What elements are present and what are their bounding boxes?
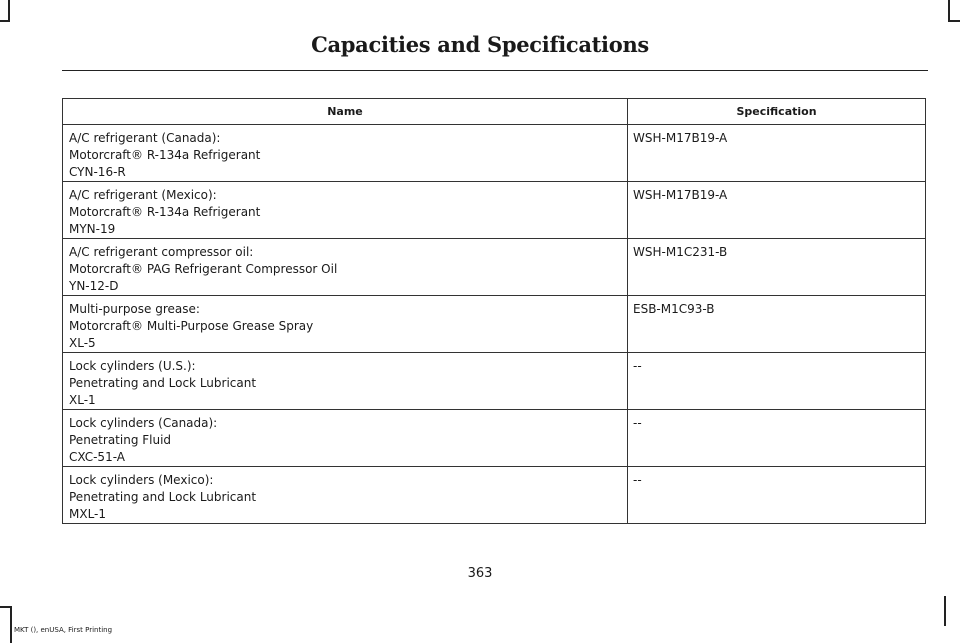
- name-cell: [63, 296, 628, 353]
- page-number: 363: [467, 566, 493, 581]
- table-row: [63, 296, 926, 353]
- crop-mark-bottom-left: [10, 606, 12, 643]
- table-row: [63, 467, 926, 524]
- crop-mark-top-left: [8, 0, 10, 22]
- title-divider: [62, 70, 928, 71]
- name-line: Multi-purpose grease:: [69, 302, 200, 316]
- name-cell: [63, 125, 628, 182]
- name-line: Motorcraft® R-134a Refrigerant: [69, 205, 261, 219]
- name-cell: [63, 410, 628, 467]
- crop-mark-bottom-left: [0, 606, 12, 608]
- specification-cell: WSH-M1C231-B: [628, 239, 926, 296]
- name-line: A/C refrigerant (Canada):: [69, 131, 221, 145]
- name-line: Penetrating Fluid: [69, 433, 172, 447]
- name-line: CYN-16-R: [69, 165, 126, 179]
- specification-cell: --: [628, 467, 926, 524]
- table-row: [63, 239, 926, 296]
- specification-cell: ESB-M1C93-B: [628, 296, 926, 353]
- name-line: Lock cylinders (Mexico):: [69, 473, 214, 487]
- name-line: XL-5: [69, 336, 96, 350]
- name-line: Penetrating and Lock Lubricant: [69, 376, 257, 390]
- specifications-table: [62, 98, 926, 524]
- table-row: [63, 182, 926, 239]
- column-header-specification: Specification: [628, 99, 926, 125]
- crop-mark-top-right: [948, 0, 950, 22]
- specification-cell: WSH-M17B19-A: [628, 182, 926, 239]
- name-line: Motorcraft® R-134a Refrigerant: [69, 148, 261, 162]
- crop-mark-top-left: [0, 20, 10, 22]
- crop-mark-bottom-right: [944, 596, 946, 626]
- name-cell: [63, 467, 628, 524]
- name-cell: [63, 239, 628, 296]
- specification-cell: WSH-M17B19-A: [628, 125, 926, 182]
- name-cell: [63, 182, 628, 239]
- name-line: MXL-1: [69, 507, 107, 521]
- name-line: XL-1: [69, 393, 96, 407]
- specification-cell: --: [628, 410, 926, 467]
- table-row: [63, 410, 926, 467]
- crop-mark-top-right: [948, 20, 960, 22]
- name-line: MYN-19: [69, 222, 116, 236]
- name-cell: [63, 353, 628, 410]
- footer-edition: MKT (), enUSA, First Printing: [14, 626, 113, 634]
- name-line: Lock cylinders (U.S.):: [69, 359, 196, 373]
- name-line: Lock cylinders (Canada):: [69, 416, 218, 430]
- name-line: Penetrating and Lock Lubricant: [69, 490, 257, 504]
- name-line: CXC-51-A: [69, 450, 125, 464]
- name-line: A/C refrigerant (Mexico):: [69, 188, 217, 202]
- page-title: Capacities and Specifications: [311, 32, 649, 57]
- name-line: Motorcraft® PAG Refrigerant Compressor Oil: [69, 262, 338, 276]
- table-body: [63, 125, 926, 524]
- table-row: [63, 353, 926, 410]
- name-line: A/C refrigerant compressor oil:: [69, 245, 254, 259]
- table-header-row: [63, 99, 926, 125]
- name-line: YN-12-D: [69, 279, 119, 293]
- specification-cell: --: [628, 353, 926, 410]
- table-row: [63, 125, 926, 182]
- column-header-name: Name: [63, 99, 628, 125]
- name-line: Motorcraft® Multi-Purpose Grease Spray: [69, 319, 314, 333]
